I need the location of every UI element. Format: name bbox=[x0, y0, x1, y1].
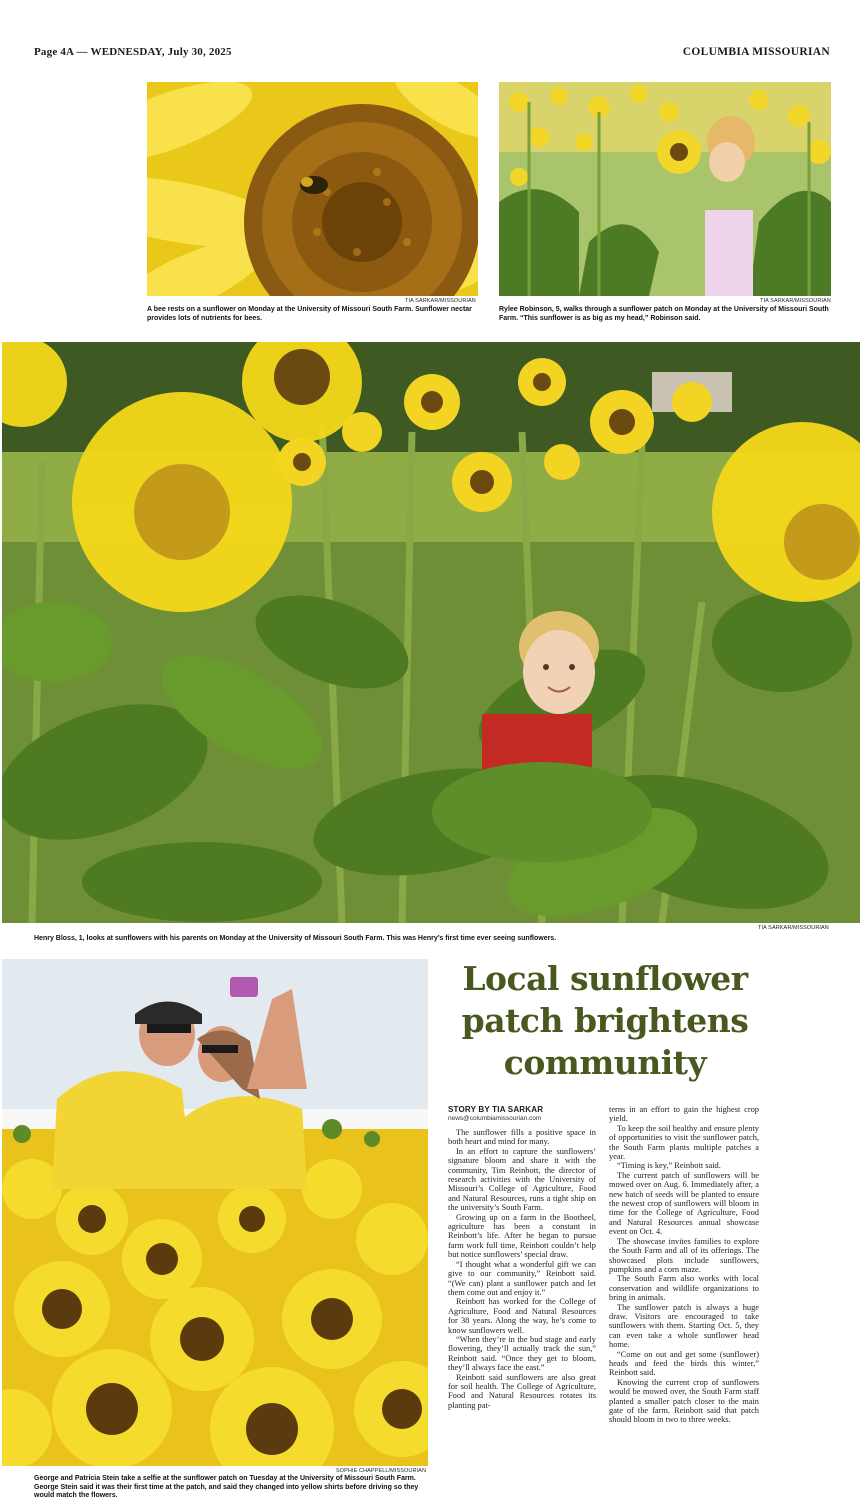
photo-caption: A bee rests on a sunflower on Monday at the University of Missouri South Farm. Sunflower nectar provides lots of nutrients for bees. bbox=[147, 306, 472, 322]
paragraph: The South Farm also works with local conservation and wildlife organizations to bring in animals. bbox=[609, 1274, 759, 1303]
paragraph: terns in an effort to gain the highest crop yield. bbox=[609, 1105, 759, 1124]
photo-caption: George and Patricia Stein take a selfie at the sunflower patch on Tuesday at the University of Missouri South Farm. George Stein said it was their first time at the patch, and said they changed into yellow shirts before driving so they would match the flowers. bbox=[34, 1475, 419, 1499]
paragraph: Reinbott said sunflowers are also great for soil health. The College of Agriculture, Food and Natural Resources rotates its planting pat- bbox=[448, 1372, 596, 1410]
henry-sunflower-photo bbox=[2, 342, 860, 923]
bee-sunflower-photo bbox=[147, 82, 478, 296]
paragraph: The showcase invites families to explore the South Farm and all of its offerings. The showcased plots include sunflowers, pumpkins and a corn maze. bbox=[609, 1236, 759, 1274]
paragraph: “Come on out and get some (sunflower) heads and feed the birds this winter,” Reinbott said. bbox=[609, 1349, 759, 1378]
paragraph: “Timing is key,” Reinbott said. bbox=[617, 1161, 721, 1171]
photo-credit: TIA SARKAR/MISSOURIAN bbox=[760, 298, 831, 304]
paragraph: The current patch of sunflowers will be mowed over on Aug. 6. Immediately after, a new batch of seeds will be planted to ensure the newest crop of sunflowers will bloom in time for the College of Agriculture, Food and Natural Resources annual showcase event on Oct. 4. bbox=[609, 1170, 759, 1237]
article-headline: Local sunflower patch brightens community bbox=[461, 959, 749, 1082]
paragraph: In an effort to capture the sunflowers’ signature bloom and share it with the community, Tim Reinbott, the director of research activities with the University of Missouri’s College of Agriculture, Food and Natural Resources, runs a tight ship on the university’s South Farm. bbox=[448, 1146, 596, 1213]
photo-caption: Henry Bloss, 1, looks at sunflowers with his parents on Monday at the University of Missouri South Farm. This was Henry’s first time ever seeing sunflowers. bbox=[34, 935, 557, 942]
page-folio: Page 4A — WEDNESDAY, July 30, 2025 bbox=[34, 46, 232, 58]
photo-caption: Rylee Robinson, 5, walks through a sunflower patch on Monday at the University of Missouri South Farm. “This sunflower is as big as my head,” Robinson said. bbox=[499, 306, 829, 322]
author-email-link[interactable]: news@columbiamissourian.com bbox=[448, 1115, 542, 1122]
rylee-sunflower-photo bbox=[499, 82, 831, 296]
paragraph: Reinbott has worked for the College of Agriculture, Food and Natural Resources for 38 years. Along the way, he’s come to know sunflowers well. bbox=[448, 1297, 596, 1335]
photo-credit: TIA SARKAR/MISSOURIAN bbox=[758, 925, 829, 931]
paragraph: The sunflower patch is always a huge draw. Visitors are encouraged to take sunflowers with them. Starting Oct. 5, they can even take a whole sunflower head home. bbox=[609, 1302, 759, 1350]
article-column-1 bbox=[448, 1128, 596, 1410]
steins-selfie-photo bbox=[2, 959, 428, 1466]
paragraph: Knowing the current crop of sunflowers would be mowed over, the South Farm staff planted a smaller patch closer to the main gate of the farm. Reinbott said that patch should bloom in two to three weeks. bbox=[609, 1377, 759, 1425]
photo-credit: SOPHIE CHAPPELL/MISSOURIAN bbox=[336, 1468, 427, 1474]
paragraph: “I thought what a wonderful gift we can give to our community,” Reinbott said. “(We can) plant a sunflower patch and let them come out and enjoy it.” bbox=[448, 1259, 596, 1297]
paragraph: “When they’re in the bud stage and early flowering, they’ll actually track the sun,” Reinbott said. “Once they get to bloom, they’ll always face the east.” bbox=[448, 1334, 596, 1373]
newspaper-name: COLUMBIA MISSOURIAN bbox=[682, 46, 830, 58]
paragraph: To keep the soil healthy and ensure plenty of opportunities to visit the sunflower patch, the South Farm plants multiple patches a year. bbox=[609, 1123, 759, 1162]
paragraph: Growing up on a farm in the Bootheel, agriculture has been a constant in Reinbott’s life. After he began to pursue farm work full time, Reinbott couldn’t help but notice sunflowers’ special draw. bbox=[448, 1212, 596, 1260]
photo-credit: TIA SARKAR/MISSOURIAN bbox=[405, 298, 476, 304]
article-byline: STORY BY TIA SARKAR bbox=[448, 1105, 544, 1114]
paragraph: The sunflower fills a positive space in both heart and mind for many. bbox=[448, 1128, 596, 1147]
article-column-2 bbox=[609, 1105, 759, 1425]
